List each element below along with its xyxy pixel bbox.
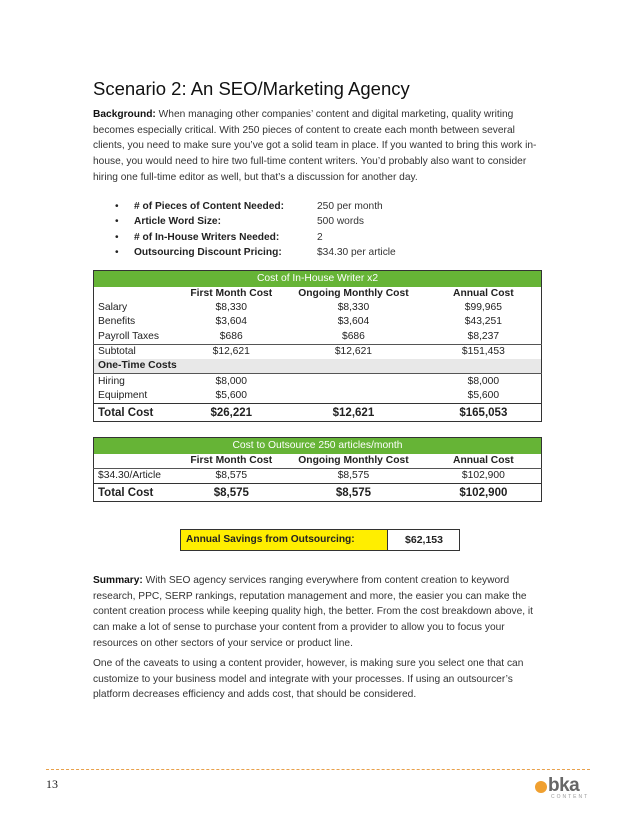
row-label: $34.30/Article bbox=[98, 470, 161, 482]
bullet-label: # of In-House Writers Needed: bbox=[134, 231, 280, 243]
page-number: 13 bbox=[46, 777, 58, 791]
row-label: Equipment bbox=[98, 389, 148, 401]
cell: $5,600 bbox=[467, 389, 500, 401]
table-row bbox=[94, 389, 542, 404]
cell: $3,604 bbox=[337, 316, 370, 328]
inhouse-cost-table bbox=[93, 270, 542, 422]
cell: $686 bbox=[219, 330, 243, 342]
cell: $12,621 bbox=[281, 344, 426, 359]
cell: $151,453 bbox=[426, 344, 542, 359]
table-row bbox=[94, 374, 542, 389]
footer-rule bbox=[46, 769, 590, 770]
annual-savings-box bbox=[180, 529, 460, 551]
column-header: Annual Cost bbox=[453, 455, 514, 466]
row-label: Total Cost bbox=[94, 404, 182, 422]
cell: $12,621 bbox=[181, 344, 281, 359]
row-label: Payroll Taxes bbox=[98, 330, 160, 342]
total-row bbox=[94, 484, 542, 502]
bka-logo bbox=[535, 775, 593, 801]
cell: $8,000 bbox=[467, 375, 500, 387]
column-header-empty bbox=[94, 454, 182, 469]
cell: $12,621 bbox=[281, 404, 426, 422]
column-header-row bbox=[94, 454, 542, 469]
caveat-paragraph: One of the caveats to using a content provider, however, is making sure you select one that can customize to your business model and integrate with your processes. If using an outsourcer’s platform decreases efficiency and adds cost, that should be considered. bbox=[93, 658, 524, 701]
cell: $165,053 bbox=[426, 404, 542, 422]
bullet-list bbox=[115, 199, 415, 260]
total-row bbox=[94, 404, 542, 422]
logo-text: bka bbox=[548, 775, 580, 796]
cell: $8,575 bbox=[215, 470, 248, 482]
bullet-value: 250 per month bbox=[317, 201, 383, 212]
bullet-label: # of Pieces of Content Needed: bbox=[134, 201, 285, 212]
cell: $8,237 bbox=[467, 330, 500, 342]
cell: $43,251 bbox=[464, 316, 502, 328]
cell bbox=[281, 374, 426, 389]
column-header-empty bbox=[94, 287, 182, 301]
column-header: Ongoing Monthly Cost bbox=[298, 288, 409, 299]
cell: $102,900 bbox=[461, 470, 505, 482]
column-header: First Month Cost bbox=[190, 455, 273, 466]
table-row bbox=[94, 315, 542, 329]
list-item bbox=[115, 214, 415, 229]
summary-label: Summary: bbox=[93, 575, 143, 586]
savings-value: $62,153 bbox=[405, 534, 443, 546]
cell: $8,575 bbox=[337, 470, 370, 482]
page-title: Scenario 2: An SEO/Marketing Agency bbox=[93, 78, 410, 99]
cell: $5,600 bbox=[215, 389, 247, 401]
summary-text: With SEO agency services ranging everywhere from content creation to keyword research, PPC, SERP rankings, reputation management and more, the easier you can make the content creation process while keeping quality high, the better. From the cost breakdown above, it can make a lot of sense to purchase your content from a provider to allow you to focus your resources on other sectors of your service or product line. bbox=[93, 575, 534, 649]
cell bbox=[281, 389, 426, 404]
row-label: Hiring bbox=[98, 375, 125, 387]
bullet-label: Article Word Size: bbox=[134, 216, 221, 228]
bullet-value: 2 bbox=[317, 231, 323, 243]
savings-label: Annual Savings from Outsourcing: bbox=[181, 530, 388, 550]
bullet-label: Outsourcing Discount Pricing: bbox=[134, 246, 282, 258]
cell: $8,330 bbox=[215, 302, 247, 314]
bullet-icon: • bbox=[115, 201, 119, 212]
column-header: Ongoing Monthly Cost bbox=[298, 455, 409, 466]
bullet-icon: • bbox=[115, 216, 119, 228]
background-paragraph bbox=[93, 107, 543, 186]
bullet-icon: • bbox=[115, 231, 119, 243]
cell: $102,900 bbox=[426, 484, 542, 502]
table-row bbox=[94, 301, 542, 315]
logo-dot-icon bbox=[535, 781, 547, 793]
cell: $99,965 bbox=[464, 302, 502, 314]
section-label: One-Time Costs bbox=[94, 359, 542, 374]
cell: $8,330 bbox=[337, 302, 370, 314]
row-label: Salary bbox=[98, 302, 128, 314]
list-item bbox=[115, 230, 415, 245]
column-header: First Month Cost bbox=[190, 288, 273, 299]
table-row bbox=[94, 330, 542, 345]
table-title: Cost to Outsource 250 articles/month bbox=[94, 438, 542, 455]
cell: $3,604 bbox=[215, 316, 247, 328]
bullet-value: 500 words bbox=[317, 216, 365, 228]
bullet-icon: • bbox=[115, 246, 119, 258]
row-label: Subtotal bbox=[94, 344, 182, 359]
logo-subtext: CONTENT bbox=[551, 794, 590, 800]
cell: $26,221 bbox=[181, 404, 281, 422]
column-header-row bbox=[94, 287, 542, 301]
cell: $8,575 bbox=[281, 484, 426, 502]
summary-paragraph bbox=[93, 573, 543, 652]
table-header bbox=[94, 271, 542, 288]
list-item bbox=[115, 245, 415, 260]
subtotal-row bbox=[94, 344, 542, 359]
table-title: Cost of In-House Writer x2 bbox=[94, 271, 542, 288]
cell: $8,575 bbox=[181, 484, 281, 502]
row-label: Benefits bbox=[98, 316, 136, 328]
table-header bbox=[94, 438, 542, 455]
cell: $8,000 bbox=[215, 375, 247, 387]
cell: $686 bbox=[341, 330, 365, 342]
table-row bbox=[94, 469, 542, 484]
row-label: Total Cost bbox=[94, 484, 182, 502]
list-item bbox=[115, 199, 415, 214]
background-text: When managing other companies’ content and digital marketing, quality writing becomes especially critical. With 250 pieces of content to create each month between several clients, you need to make sure you’ve got a solid team in place. If you wanted to bring this work in-house, you would need to hire two full-time content writers. You’d probably also want to consider hiring one full-time editor as well, but that’s a discussion for another day. bbox=[93, 109, 537, 183]
bullet-value: $34.30 per article bbox=[317, 246, 396, 258]
onetime-costs-row bbox=[94, 359, 542, 374]
background-label: Background: bbox=[93, 109, 156, 120]
column-header: Annual Cost bbox=[453, 288, 514, 299]
outsource-cost-table bbox=[93, 437, 542, 502]
